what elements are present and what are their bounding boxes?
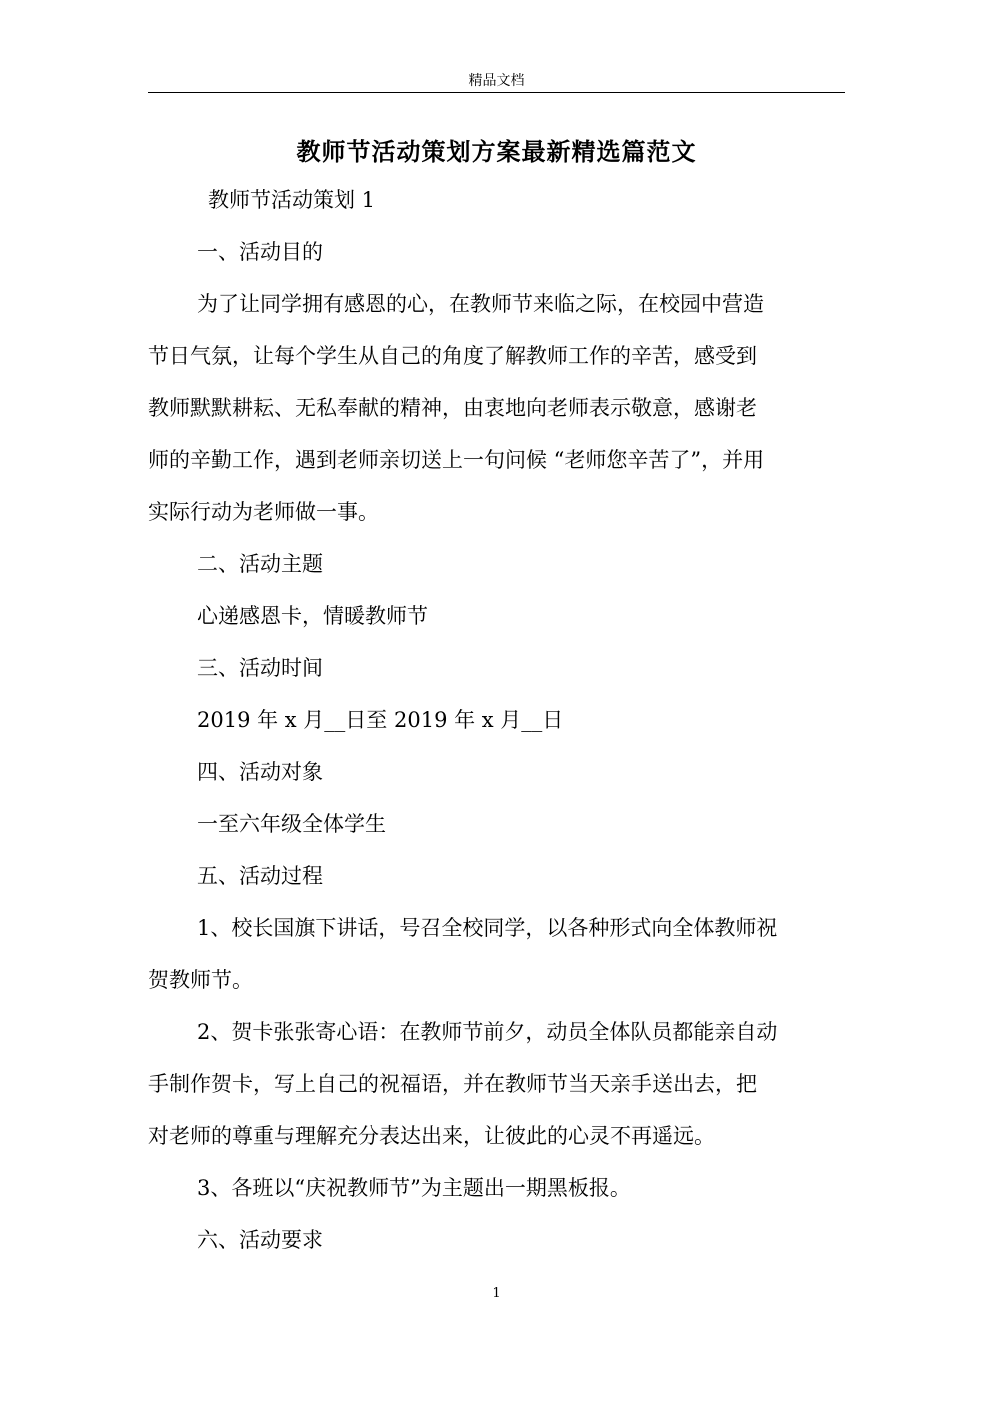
paragraph-line: 2、贺卡张张寄心语：在教师节前夕，动员全体队员都能亲自动 xyxy=(197,1020,778,1044)
heading-purpose: 一、活动目的 xyxy=(197,240,323,264)
heading-process: 五、活动过程 xyxy=(197,864,323,888)
paragraph-line: 2019 年 x 月__日至 2019 年 x 月__日 xyxy=(197,708,564,732)
paragraph-line: 心递感恩卡，情暖教师节 xyxy=(197,604,428,628)
paragraph-line: 对老师的尊重与理解充分表达出来，让彼此的心灵不再遥远。 xyxy=(148,1124,715,1148)
paragraph-line: 为了让同学拥有感恩的心，在教师节来临之际，在校园中营造 xyxy=(197,292,764,316)
heading-theme: 二、活动主题 xyxy=(197,552,323,576)
heading-requirements: 六、活动要求 xyxy=(197,1228,323,1252)
heading-time: 三、活动时间 xyxy=(197,656,323,680)
paragraph-line: 节日气氛，让每个学生从自己的角度了解教师工作的辛苦，感受到 xyxy=(148,344,757,368)
paragraph-line: 实际行动为老师做一事。 xyxy=(148,500,379,524)
paragraph-line: 一至六年级全体学生 xyxy=(197,812,386,836)
paragraph-line: 贺教师节。 xyxy=(148,968,253,992)
paragraph-line: 师的辛勤工作，遇到老师亲切送上一句问候 “老师您辛苦了”，并用 xyxy=(148,448,765,472)
paragraph-line: 教师默默耕耘、无私奉献的精神，由衷地向老师表示敬意，感谢老 xyxy=(148,396,757,420)
header-divider xyxy=(148,92,845,93)
document-title: 教师节活动策划方案最新精选篇范文 xyxy=(296,137,697,166)
heading-audience: 四、活动对象 xyxy=(197,760,323,784)
paragraph-line: 1、校长国旗下讲话，号召全校同学，以各种形式向全体教师祝 xyxy=(197,916,778,940)
section-subtitle: 教师节活动策划 1 xyxy=(208,188,376,212)
paragraph-line: 手制作贺卡，写上自己的祝福语，并在教师节当天亲手送出去，把 xyxy=(148,1072,757,1096)
page-header-label: 精品文档 xyxy=(468,73,525,89)
page-number: 1 xyxy=(492,1286,501,1301)
paragraph-line: 3、各班以“庆祝教师节”为主题出一期黑板报。 xyxy=(197,1176,631,1200)
